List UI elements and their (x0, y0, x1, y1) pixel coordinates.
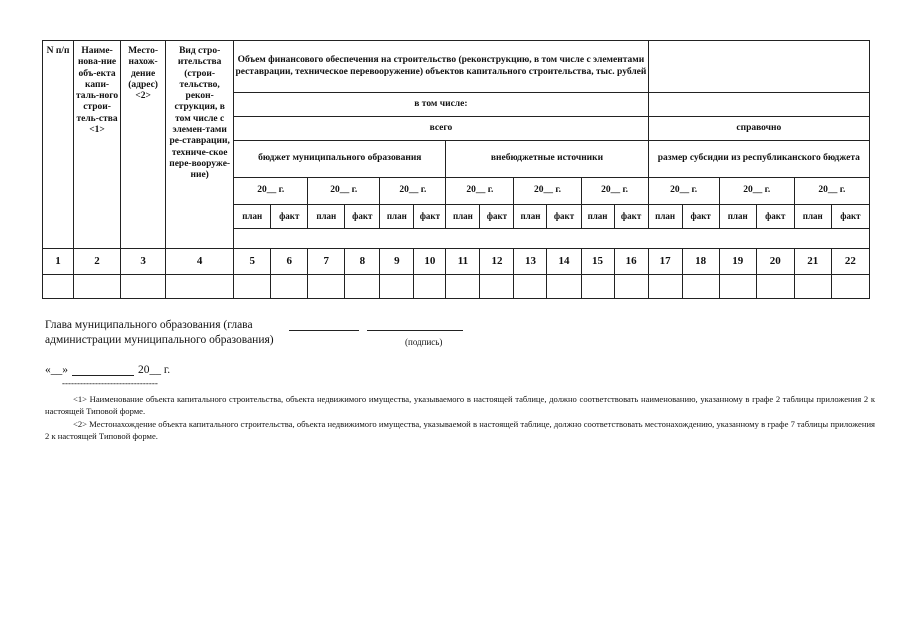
column-number: 5 (234, 249, 271, 275)
header-plan: план (308, 205, 345, 229)
column-number: 3 (121, 249, 166, 275)
table-cell (794, 275, 831, 299)
table-cell (414, 275, 446, 299)
header-fact: факт (614, 205, 648, 229)
header-spacer (234, 229, 870, 249)
header-total: всего (234, 117, 648, 141)
header-fact: факт (831, 205, 869, 229)
header-municipal-budget: бюджет муниципального образования (234, 141, 446, 178)
header-plan: план (446, 205, 480, 229)
table-cell (614, 275, 648, 299)
footnote-separator: -------------------------------- (62, 378, 158, 388)
header-subsidy: размер субсидии из республиканского бюджета (648, 141, 869, 178)
footnote-1 (45, 394, 875, 417)
table-cell (345, 275, 380, 299)
header-plan: план (794, 205, 831, 229)
header-plan: план (648, 205, 682, 229)
column-number: 1 (43, 249, 74, 275)
date-day: «__» (45, 364, 68, 376)
header-empty-top (648, 41, 869, 93)
position-line (289, 330, 359, 331)
header-fact: факт (345, 205, 380, 229)
table-cell (480, 275, 514, 299)
header-extrabudget-sources: внебюджетные источники (446, 141, 648, 178)
header-year: 20__ г. (446, 178, 514, 205)
header-fact: факт (414, 205, 446, 229)
date-month-line (72, 375, 134, 376)
table-cell (648, 275, 682, 299)
footnote-1-text: <1> Наименование объекта капитального строительства, объекта недвижимого имущества, указываемого в настоящей таблице, должно соответствовать наименованию, указанному в графе 2 таблицы приложения 2 к настоящей Типовой форме. (45, 394, 875, 416)
column-number: 8 (345, 249, 380, 275)
table-cell (682, 275, 719, 299)
column-number: 9 (380, 249, 414, 275)
header-fact: факт (480, 205, 514, 229)
header-reference: справочно (648, 117, 869, 141)
table-cell (380, 275, 414, 299)
column-number: 18 (682, 249, 719, 275)
header-plan: план (719, 205, 756, 229)
financing-table (42, 40, 870, 299)
column-number: 22 (831, 249, 869, 275)
signature-title-line1: Глава муниципального образования (глава (45, 319, 253, 331)
signature-line (367, 330, 463, 331)
column-number: 21 (794, 249, 831, 275)
column-number-row (43, 249, 870, 275)
footnote-2-text: <2> Местонахождение объекта капитального строительства, объекта недвижимого имущества, указываемой в настоящей таблице, должно соответствовать местонахождению, указанному в графе 7 таблицы приложения 2 к настоящей Типовой форме. (45, 419, 875, 441)
column-number: 15 (581, 249, 614, 275)
header-plan: план (380, 205, 414, 229)
column-number: 12 (480, 249, 514, 275)
header-construction-type: Вид стро-ительства (строи-тельство, рекон-струкция, в том числе с элемен-тами ре-ставрации, техниче-ское пере-вооруже-ние) (166, 41, 234, 249)
table-cell (43, 275, 74, 299)
table-cell (308, 275, 345, 299)
table-cell (271, 275, 308, 299)
signature-title-line2: администрации муниципального образования) (45, 334, 274, 346)
header-empty-including (648, 93, 869, 117)
header-year: 20__ г. (380, 178, 446, 205)
table-cell (756, 275, 794, 299)
header-plan: план (234, 205, 271, 229)
column-number: 2 (74, 249, 121, 275)
column-number: 17 (648, 249, 682, 275)
table-cell (831, 275, 869, 299)
column-number: 13 (514, 249, 547, 275)
table-cell (719, 275, 756, 299)
table-cell (234, 275, 271, 299)
header-fact: факт (547, 205, 581, 229)
table-cell (514, 275, 547, 299)
column-number: 10 (414, 249, 446, 275)
column-number: 14 (547, 249, 581, 275)
header-year: 20__ г. (234, 178, 308, 205)
header-year: 20__ г. (514, 178, 581, 205)
header-year: 20__ г. (648, 178, 719, 205)
column-number: 20 (756, 249, 794, 275)
table-cell (446, 275, 480, 299)
header-location: Место-нахож-дение (адрес) <2> (121, 41, 166, 249)
signature-caption: (подпись) (405, 337, 443, 347)
table-cell (121, 275, 166, 299)
table-cell (74, 275, 121, 299)
header-year: 20__ г. (794, 178, 869, 205)
header-year: 20__ г. (308, 178, 380, 205)
column-number: 11 (446, 249, 480, 275)
header-object-name: Наиме-нова-ние объ-екта капи-таль-ного строи-тель-ства <1> (74, 41, 121, 249)
header-year: 20__ г. (719, 178, 794, 205)
column-number: 6 (271, 249, 308, 275)
column-number: 19 (719, 249, 756, 275)
header-including: в том числе: (234, 93, 648, 117)
header-num: N п/п (43, 41, 74, 249)
date-year: 20__ г. (138, 364, 171, 376)
column-number: 7 (308, 249, 345, 275)
footnote-2 (45, 419, 875, 442)
column-number: 16 (614, 249, 648, 275)
header-fact: факт (682, 205, 719, 229)
header-fact: факт (271, 205, 308, 229)
header-year: 20__ г. (581, 178, 648, 205)
column-number: 4 (166, 249, 234, 275)
table-cell (547, 275, 581, 299)
header-financing-volume: Объем финансового обеспечения на строительство (реконструкцию, в том числе с элементами реставрации, техническое перевооружение) объектов капитального строительства, тыс. рублей (234, 41, 648, 93)
header-fact: факт (756, 205, 794, 229)
table-cell (166, 275, 234, 299)
table-row (43, 275, 870, 299)
header-plan: план (581, 205, 614, 229)
header-plan: план (514, 205, 547, 229)
table-cell (581, 275, 614, 299)
